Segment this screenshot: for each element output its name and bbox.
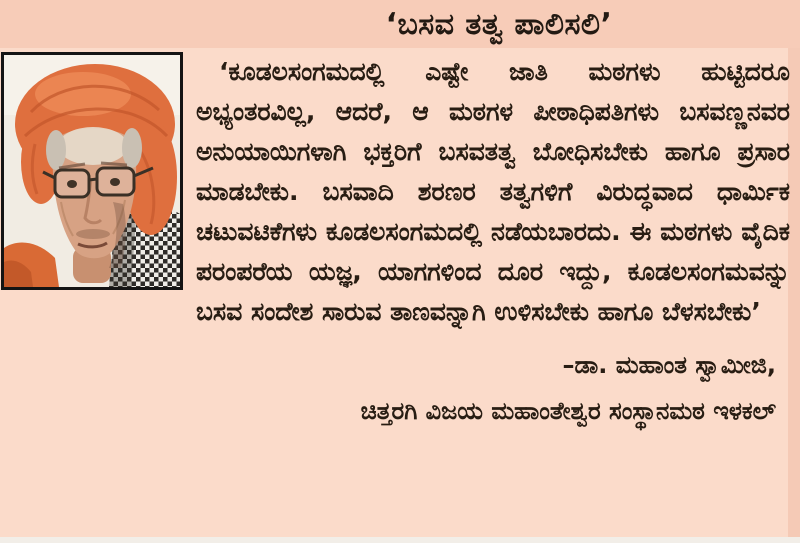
attribution-author: –ಡಾ. ಮಹಾಂತ ಸ್ವಾಮೀಜಿ,	[562, 351, 776, 379]
gray-hair-right	[122, 128, 142, 168]
gray-hair-left	[46, 130, 66, 170]
forehead-ash-mark	[58, 127, 128, 165]
portrait-photo	[1, 52, 183, 290]
article-block	[0, 52, 800, 434]
attribution-institution: ಚಿತ್ತರಗಿ ವಿಜಯ ಮಹಾಂತೇಶ್ವರ ಸಂಸ್ಥಾನಮಠ ಇಳಕಲ್	[360, 397, 776, 425]
right-eye	[110, 178, 120, 186]
attribution-block	[1, 342, 790, 434]
mustache-shadow	[76, 229, 110, 239]
headline: ‘ಬಸವ ತತ್ವ ಪಾಲಿಸಲಿ’	[385, 7, 613, 42]
article-body: ‘ಕೂಡಲಸಂಗಮದಲ್ಲಿ ಎಷ್ಟೇ ಜಾತಿ ಮಠಗಳು ಹುಟ್ಟಿದರೂ ಅಭ್ಯಂತರವಿಲ್ಲ, ಆದರೆ, ಆ ಮಠಗಳ ಪೀಠಾಧಿಪತಿಗಳು ಬಸವಣ್ಣನವರ ಅನುಯಾಯಿಗಳಾಗಿ ಭಕ್ತರಿಗೆ ಬಸವತತ್ವ ಬೋಧಿಸಬೇಕು ಹಾಗೂ ಪ್ರಸಾರ ಮಾಡಬೇಕು. ಬಸವಾದಿ ಶರಣರ ತತ್ವಗಳಿಗೆ ವಿರುದ್ಧವಾದ ಧಾರ್ಮಿಕ ಚಟುವಟಿಕೆಗಳು ಕೂಡಲಸಂಗಮದಲ್ಲಿ ನಡೆಯಬಾರದು. ಈ ಮಠಗಳು ವೈದಿಕ ಪರಂಪರೆಯ ಯಜ್ಞ, ಯಾಗಗಳಿಂದ ದೂರ ಇದ್ದು, ಕೂಡಲಸಂಗಮವನ್ನು ಬಸವ ಸಂದೇಶ ಸಾರುವ ತಾಣವನ್ನಾಗಿ ಉಳಿಸಬೇಕು ಹಾಗೂ ಬೆಳಸಬೇಕು’	[196, 57, 790, 326]
left-eye	[67, 180, 77, 188]
swamiji-portrait-image	[1, 52, 183, 290]
